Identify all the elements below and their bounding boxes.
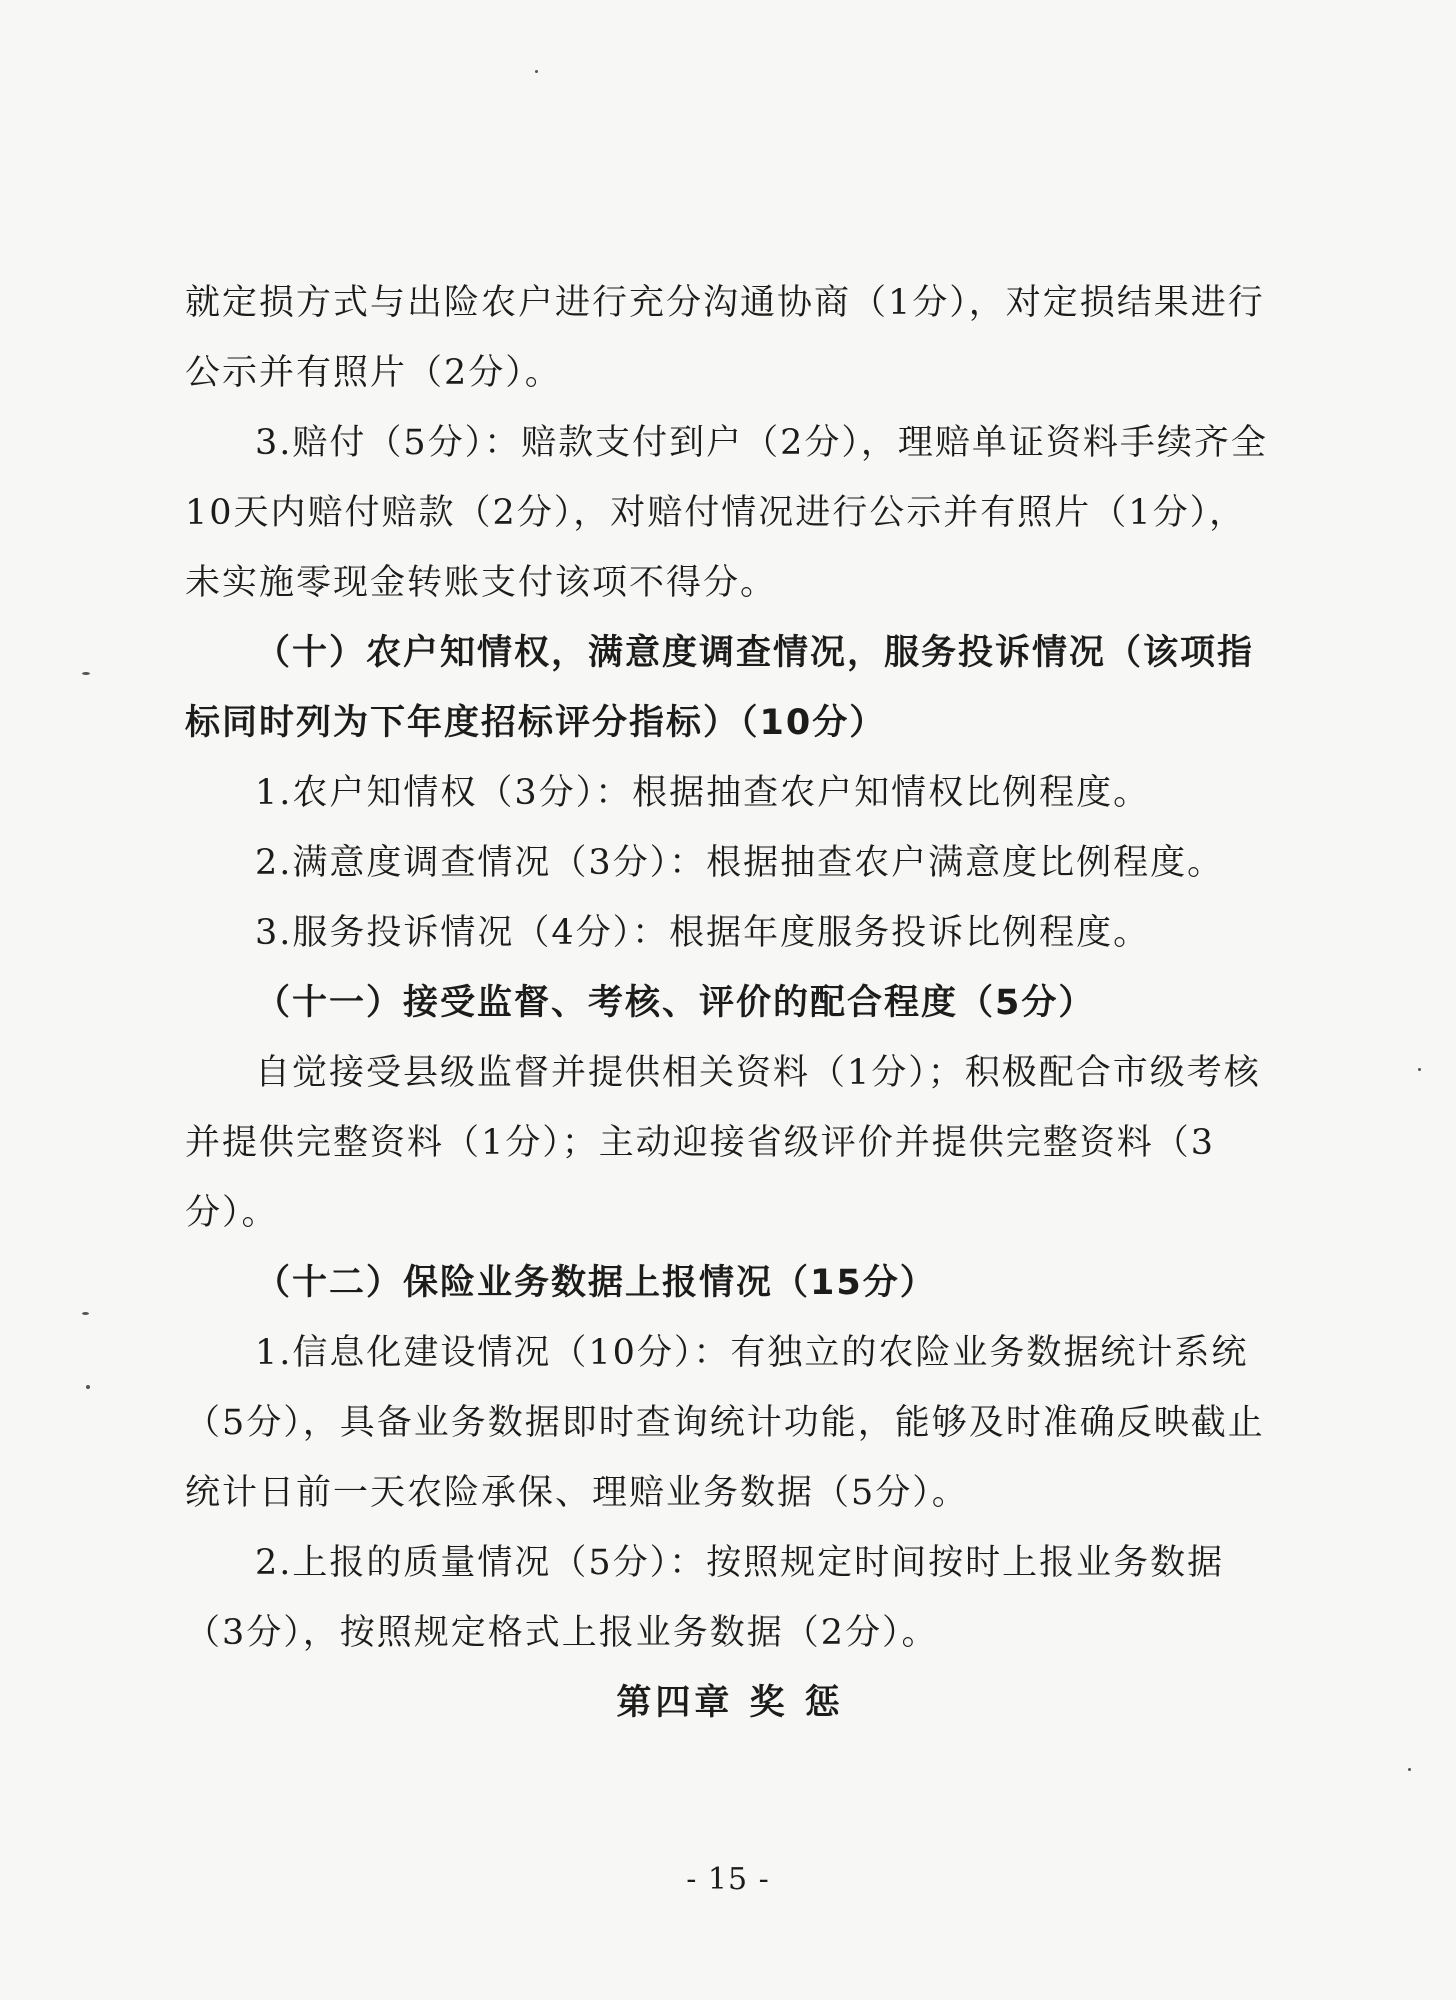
section-heading-10: （十）农户知情权，满意度调查情况，服务投诉情况（该项指标同时列为下年度招标评分指标）（10分） (185, 633, 1255, 743)
scan-speck (1418, 1068, 1421, 1071)
paragraph-4: 1.农户知情权（3分）：根据抽查农户知情权比例程度。 (255, 773, 1151, 813)
scan-speck (86, 1385, 90, 1389)
paragraph-8: 自觉接受县级监督并提供相关资料（1分）；积极配合市级考核并提供完整资料（1分）；主动迎接省级评价并提供完整资料（3分）。 (185, 1053, 1261, 1233)
scan-speck (535, 70, 538, 73)
section-heading-11: （十一）接受监督、考核、评价的配合程度（5分） (255, 983, 1096, 1023)
page-number: - 15 - (686, 1862, 770, 1897)
paragraph-2: 3.赔付（5分）：赔款支付到户（2分），理赔单证资料手续齐全10天内赔付赔款（2分），对赔付情况进行公示并有照片（1分），未实施零现金转账支付该项不得分。 (185, 423, 1268, 603)
scan-speck (1408, 1768, 1411, 1771)
section-heading-12: （十二）保险业务数据上报情况（15分） (255, 1263, 937, 1303)
scan-speck (82, 1312, 89, 1315)
paragraph-1: 就定损方式与出险农户进行充分沟通协商（1分），对定损结果进行公示并有照片（2分）。 (185, 283, 1265, 393)
paragraph-5: 2.满意度调查情况（3分）：根据抽查农户满意度比例程度。 (255, 843, 1225, 883)
paragraph-11: 2.上报的质量情况（5分）：按照规定时间按时上报业务数据（3分），按照规定格式上报业务数据（2分）。 (185, 1543, 1225, 1653)
document-body (185, 268, 1275, 1738)
paragraph-10: 1.信息化建设情况（10分）：有独立的农险业务数据统计系统（5分），具备业务数据即时查询统计功能，能够及时准确反映截止统计日前一天农险承保、理赔业务数据（5分）。 (185, 1333, 1265, 1513)
scan-speck (82, 672, 90, 675)
paragraph-6: 3.服务投诉情况（4分）：根据年度服务投诉比例程度。 (255, 913, 1151, 953)
chapter-heading: 第四章 奖 惩 (616, 1683, 844, 1723)
